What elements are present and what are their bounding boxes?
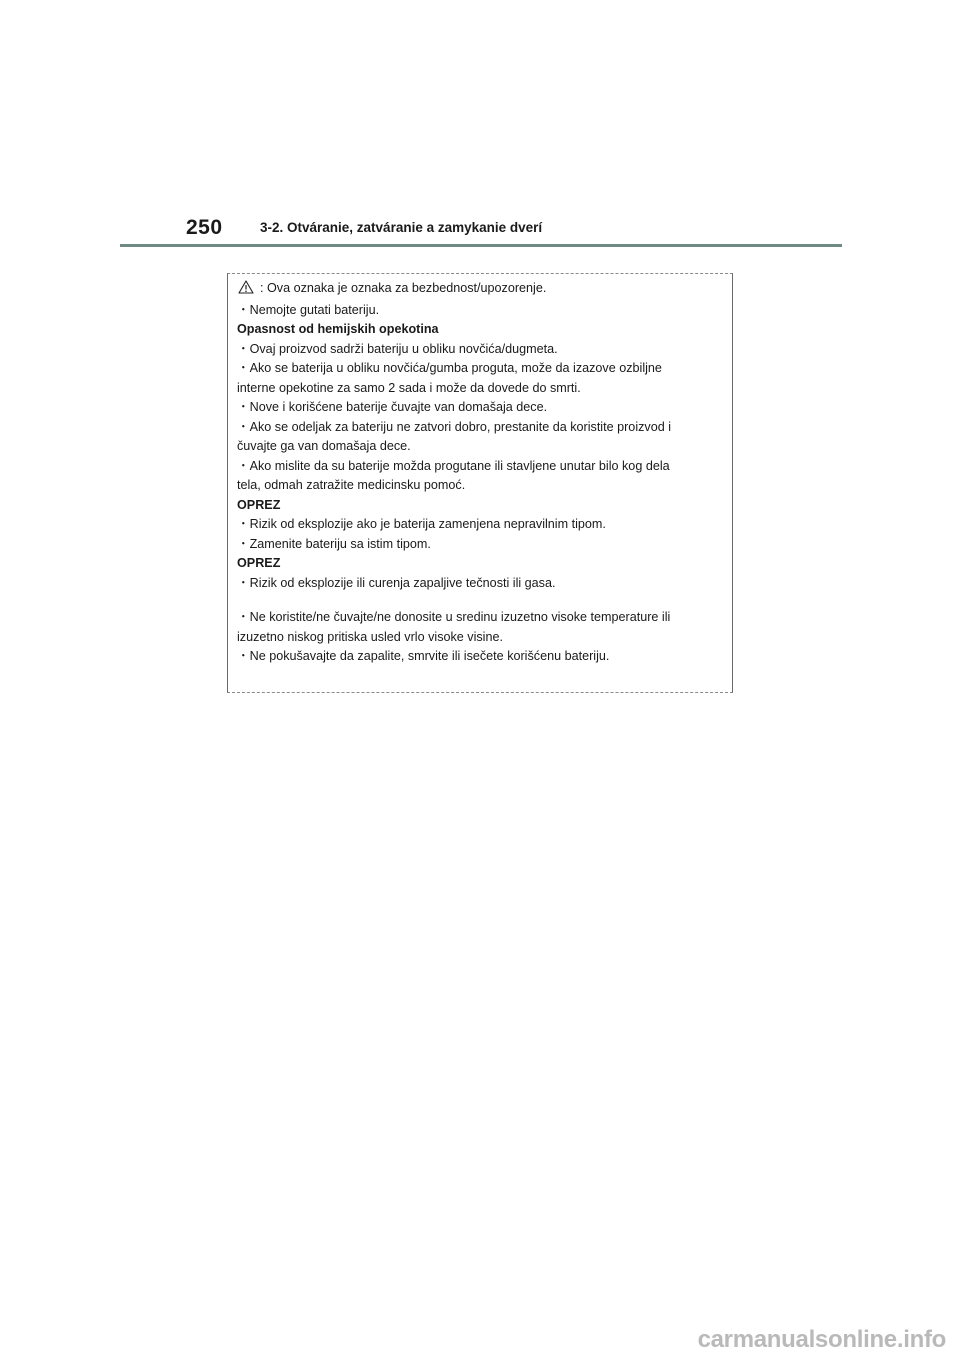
notice-line: ・Ako se odeljak za bateriju ne zatvori dobro, prestanite da koristite proizvod i xyxy=(237,419,672,434)
notice-line: ・Rizik od eksplozije ili curenja zapaljive tečnosti ili gasa. xyxy=(237,575,556,590)
notice-line: ・Rizik od eksplozije ako je baterija zamenjena nepravilnim tipom. xyxy=(237,517,606,531)
notice-line: ・Ne koristite/ne čuvajte/ne donosite u sredinu izuzetno visoke temperature ili xyxy=(237,610,671,624)
warning-triangle-icon xyxy=(238,280,254,301)
notice-line: ・Zamenite bateriju sa istim tipom. xyxy=(237,536,431,551)
notice-line: ・Ako se baterija u obliku novčića/gumba proguta, može da izazove ozbiljne xyxy=(237,361,662,375)
notice-line: ・Nove i korišćene baterije čuvajte van domašaja dece. xyxy=(237,400,548,414)
section-title: 3-2. Otváranie, zatváranie a zamykanie dverí xyxy=(260,220,543,235)
warning-legend-line xyxy=(237,279,727,301)
notice-line: ・Ne pokušavajte da zapalite, smrvite ili isečete korišćenu bateriju. xyxy=(237,649,610,663)
header-rule xyxy=(120,244,842,247)
notice-line: ・Ovaj proizvod sadrži bateriju u obliku novčića/dugmeta. xyxy=(237,341,558,356)
notice-line: ・Ako mislite da su baterije možda progutane ili stavljene unutar bilo kog dela xyxy=(237,458,670,473)
notice-heading: OPREZ xyxy=(237,497,281,512)
watermark: carmanualsonline.info xyxy=(697,1326,946,1353)
notice-line: ・Nemojte gutati bateriju. xyxy=(237,302,380,317)
notice-line: čuvajte ga van domašaja dece. xyxy=(237,439,411,453)
notice-heading: OPREZ xyxy=(237,556,281,570)
safety-notice-box xyxy=(227,273,733,693)
notice-heading: Opasnost od hemijskih opekotina xyxy=(237,322,439,336)
notice-line: izuzetno niskog pritiska usled vrlo visoke visine. xyxy=(237,629,503,644)
notice-line: tela, odmah zatražite medicinsku pomoć. xyxy=(237,478,466,492)
page-header xyxy=(120,214,842,248)
warning-legend-text: : Ova oznaka je oznaka za bezbednost/upozorenje. xyxy=(260,281,547,295)
notice-line: interne opekotine za samo 2 sada i može da dovede do smrti. xyxy=(237,380,581,395)
page-number: 250 xyxy=(186,216,223,239)
